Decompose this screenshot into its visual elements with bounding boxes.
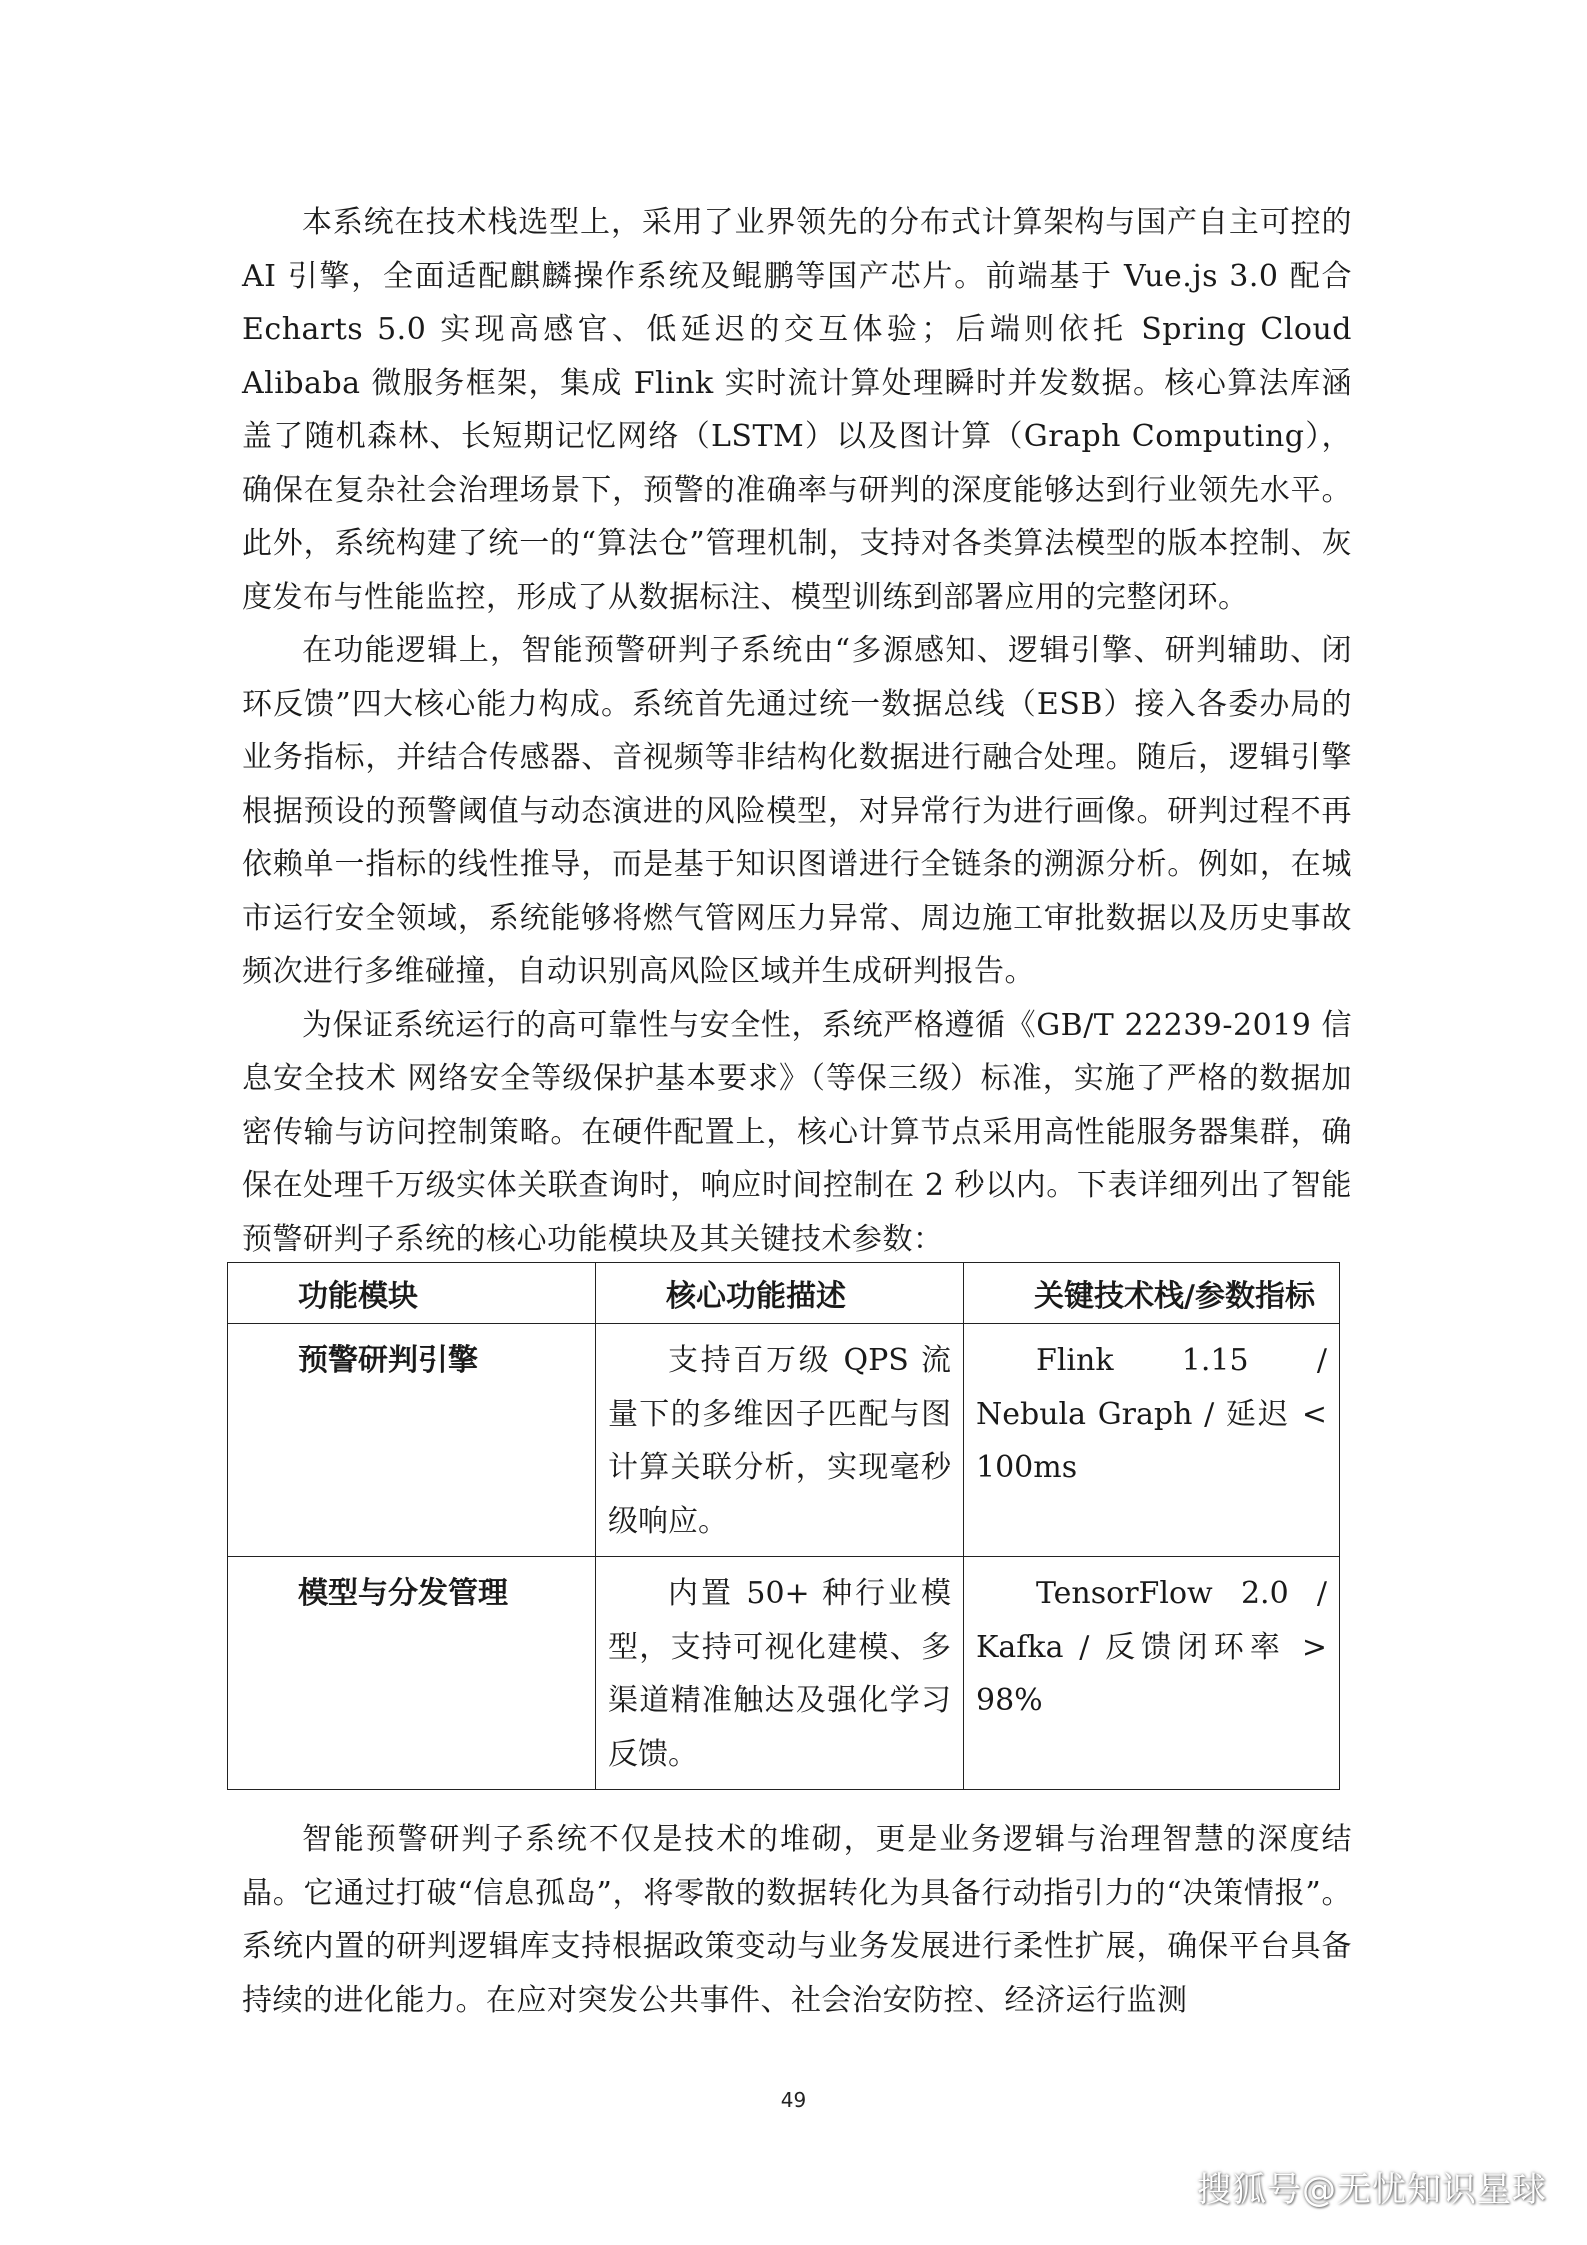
cell-description: 内置 50+ 种行业模型，支持可视化建模、多渠道精准触达及强化学习反馈。	[596, 1557, 964, 1790]
watermark-text: 搜狐号@无忧知识星球	[1197, 2170, 1547, 2210]
cell-module: 预警研判引擎	[228, 1324, 596, 1557]
body-text-bottom	[242, 1813, 1352, 2027]
table-header-row	[228, 1263, 1340, 1324]
header-module: 功能模块	[228, 1263, 596, 1324]
module-parameter-table	[227, 1262, 1340, 1790]
paragraph-tech-stack: 本系统在技术栈选型上，采用了业界领先的分布式计算架构与国产自主可控的 AI 引擎，全面适配麒麟操作系统及鲲鹏等国产芯片。前端基于 Vue.js 3.0 配合 Echarts 5.0 实现高感官、低延迟的交互体验；后端则依托 Spring Cloud Alibaba 微服务框架，集成 Flink 实时流计算处理瞬时并发数据。核心算法库涵盖了随机森林、长短期记忆网络（LSTM）以及图计算（Graph Computing），确保在复杂社会治理场景下，预警的准确率与研判的深度能够达到行业领先水平。此外，系统构建了统一的“算法仓”管理机制，支持对各类算法模型的版本控制、灰度发布与性能监控，形成了从数据标注、模型训练到部署应用的完整闭环。	[242, 205, 1352, 615]
table-row	[228, 1324, 1340, 1557]
page-number: 49	[780, 2088, 807, 2112]
header-description: 核心功能描述	[596, 1263, 964, 1324]
cell-tech: Flink 1.15 / Nebula Graph / 延迟 < 100ms	[964, 1324, 1340, 1557]
paragraph-function-logic: 在功能逻辑上，智能预警研判子系统由“多源感知、逻辑引擎、研判辅助、闭环反馈”四大核心能力构成。系统首先通过统一数据总线（ESB）接入各委办局的业务指标，并结合传感器、音视频等非结构化数据进行融合处理。随后，逻辑引擎根据预设的预警阈值与动态演进的风险模型，对异常行为进行画像。研判过程不再依赖单一指标的线性推导，而是基于知识图谱进行全链条的溯源分析。例如，在城市运行安全领域，系统能够将燃气管网压力异常、周边施工审批数据以及历史事故频次进行多维碰撞，自动识别高风险区域并生成研判报告。	[242, 633, 1352, 989]
header-tech: 关键技术栈/参数指标	[964, 1263, 1340, 1324]
cell-description: 支持百万级 QPS 流量下的多维因子匹配与图计算关联分析，实现毫秒级响应。	[596, 1324, 964, 1557]
cell-tech: TensorFlow 2.0 / Kafka / 反馈闭环率 > 98%	[964, 1557, 1340, 1790]
table-row	[228, 1557, 1340, 1790]
paragraph-security: 为保证系统运行的高可靠性与安全性，系统严格遵循《GB/T 22239-2019 信息安全技术 网络安全等级保护基本要求》（等保三级）标准，实施了严格的数据加密传输与访问控制策略。在硬件配置上，核心计算节点采用高性能服务器集群，确保在处理千万级实体关联查询时，响应时间控制在 2 秒以内。下表详细列出了智能预警研判子系统的核心功能模块及其关键技术参数：	[242, 1007, 1352, 1257]
cell-module: 模型与分发管理	[228, 1557, 596, 1790]
paragraph-conclusion: 智能预警研判子系统不仅是技术的堆砌，更是业务逻辑与治理智慧的深度结晶。它通过打破“信息孤岛”，将零散的数据转化为具备行动指引力的“决策情报”。系统内置的研判逻辑库支持根据政策变动与业务发展进行柔性扩展，确保平台具备持续的进化能力。在应对突发公共事件、社会治安防控、经济运行监测	[242, 1822, 1352, 2018]
body-text-top	[242, 196, 1352, 1266]
